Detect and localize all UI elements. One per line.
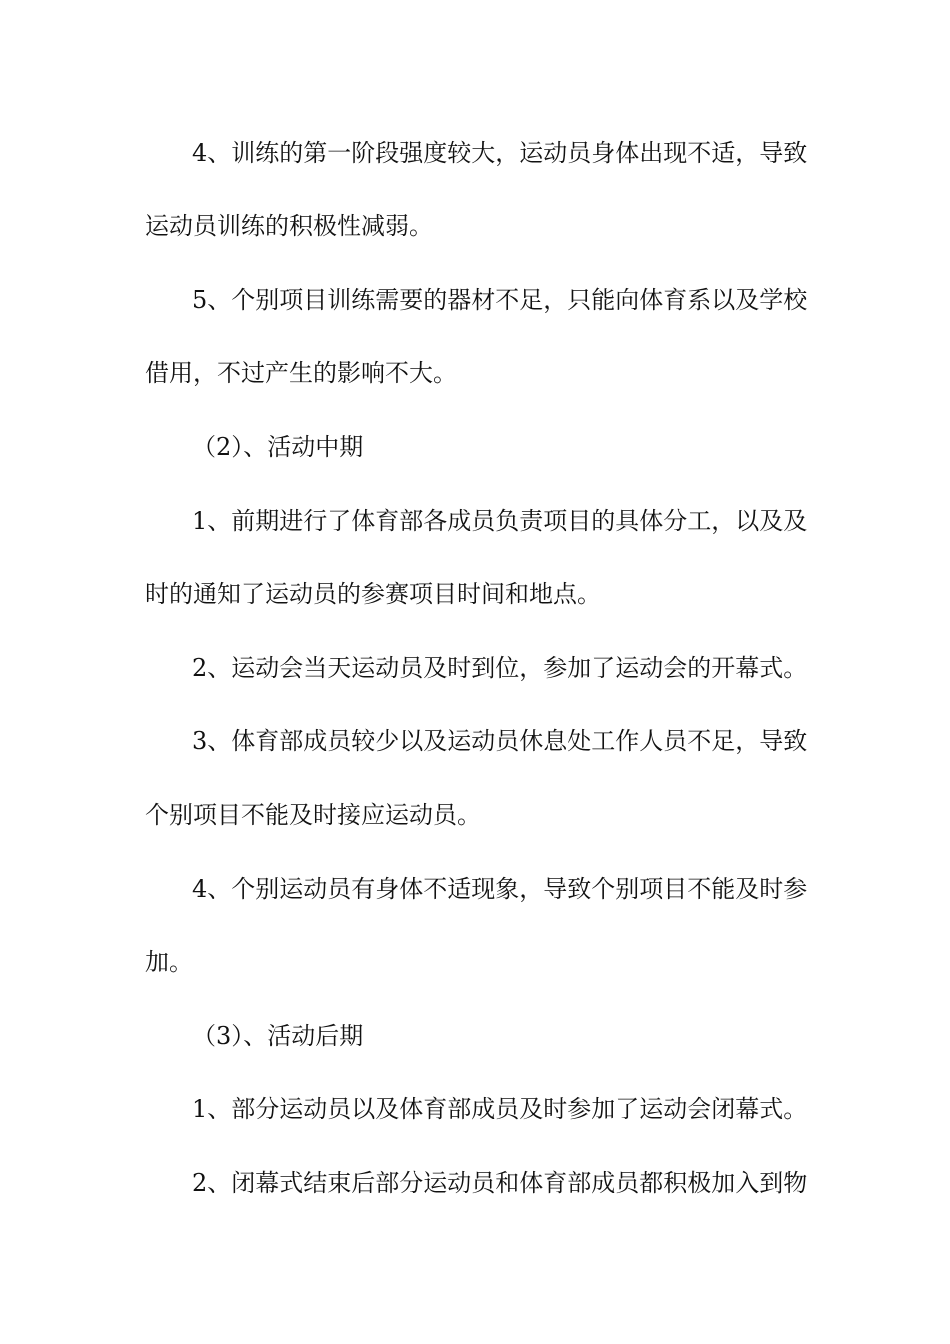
mid-item-1-line-1: 1、前期进行了体育部各成员负责项目的具体分工，以及及 <box>192 507 808 535</box>
late-item-2-line-1: 2、闭幕式结束后部分运动员和体育部成员都积极加入到物 <box>192 1169 808 1197</box>
section-heading-late-phase: （3）、活动后期 <box>192 1022 364 1050</box>
mid-item-4-line-1: 4、个别运动员有身体不适现象，导致个别项目不能及时参 <box>192 875 808 903</box>
mid-item-3-line-1: 3、体育部成员较少以及运动员休息处工作人员不足，导致 <box>192 727 808 755</box>
paragraph-4-line-2: 运动员训练的积极性减弱。 <box>145 212 433 240</box>
late-item-1: 1、部分运动员以及体育部成员及时参加了运动会闭幕式。 <box>192 1095 808 1123</box>
paragraph-4-line-1: 4、训练的第一阶段强度较大，运动员身体出现不适，导致 <box>192 139 808 167</box>
paragraph-5-line-2: 借用，不过产生的影响不大。 <box>145 359 457 387</box>
mid-item-3-line-2: 个别项目不能及时接应运动员。 <box>145 801 481 829</box>
paragraph-5-line-1: 5、个别项目训练需要的器材不足，只能向体育系以及学校 <box>192 286 808 314</box>
mid-item-2: 2、运动会当天运动员及时到位，参加了运动会的开幕式。 <box>192 654 808 682</box>
section-heading-mid-phase: （2）、活动中期 <box>192 433 364 461</box>
mid-item-1-line-2: 时的通知了运动员的参赛项目时间和地点。 <box>145 580 601 608</box>
mid-item-4-line-2: 加。 <box>145 948 193 976</box>
